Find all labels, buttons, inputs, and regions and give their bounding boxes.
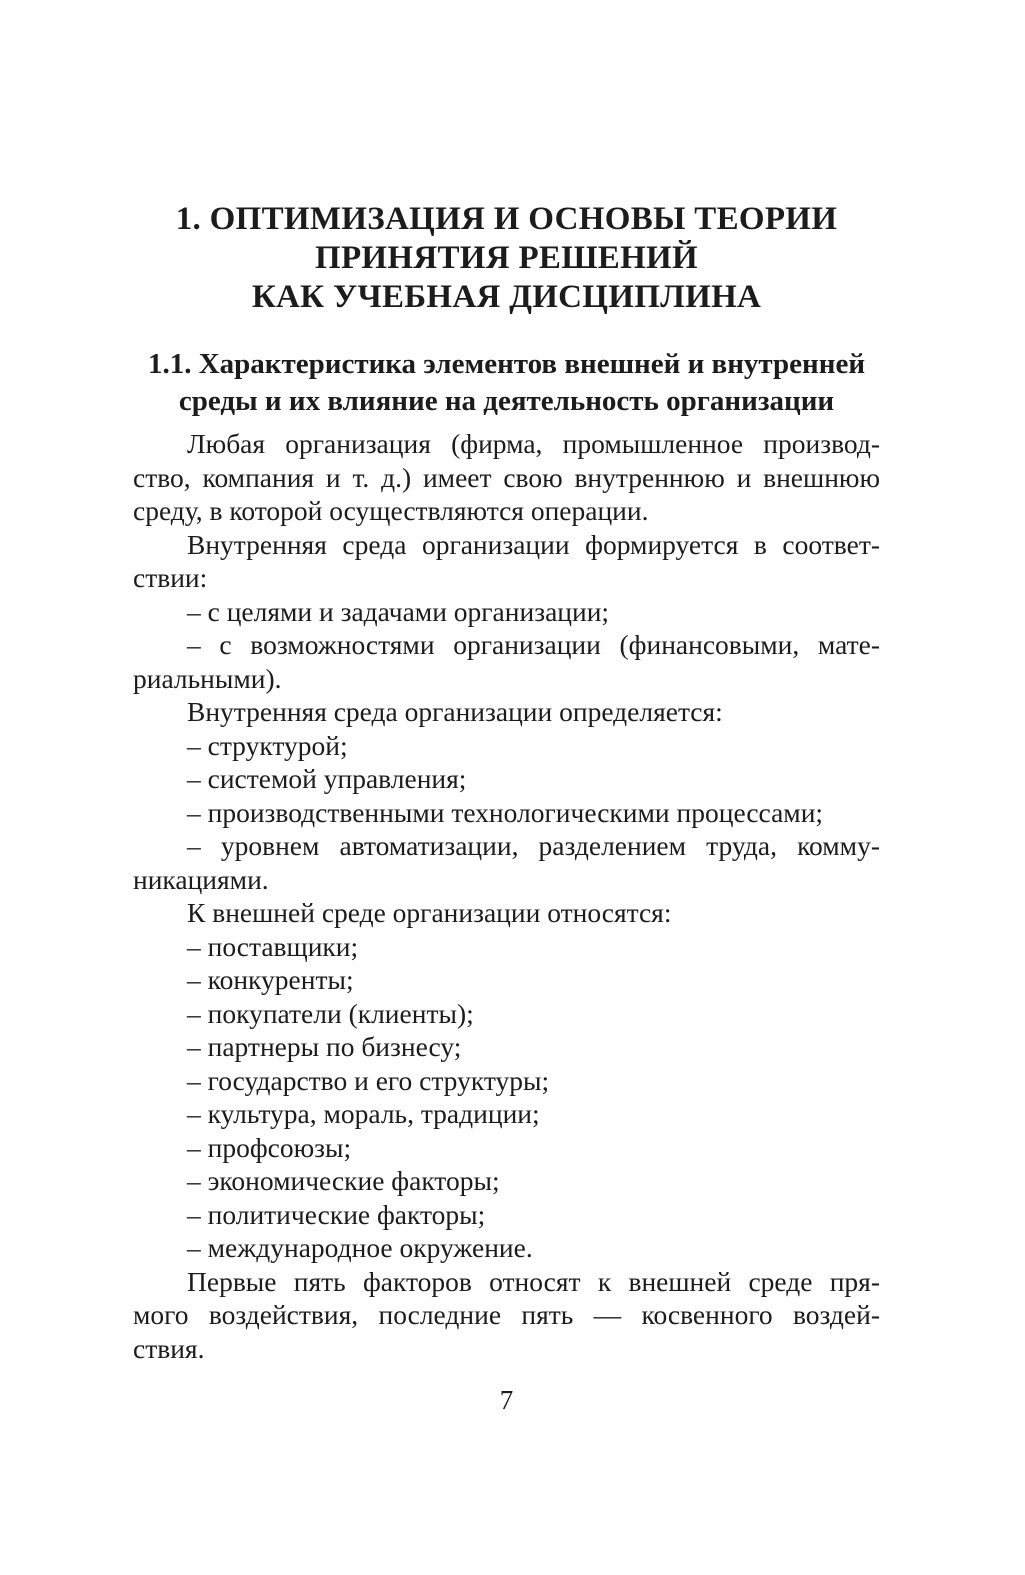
body-line: ствия. bbox=[133, 1332, 205, 1364]
body-line: – поставщики; bbox=[187, 930, 359, 962]
body-line: – с возможностями организации (финансовыми, мате- bbox=[187, 629, 880, 660]
section-title-line: среды и их влияние на деятельность организации bbox=[178, 385, 835, 417]
body-line: – с целями и задачами организации; bbox=[187, 595, 610, 627]
body-line: – уровнем автоматизации, разделением труда, комму- bbox=[187, 830, 880, 861]
chapter-title-line: ПРИНЯТИЯ РЕШЕНИЙ bbox=[315, 240, 698, 276]
body-line: – международное окружение. bbox=[187, 1232, 533, 1263]
body-line: – системой управления; bbox=[187, 763, 467, 794]
body-line: мого воздействия, последние пять — косвенного воздей- bbox=[133, 1299, 880, 1330]
body-line: – культура, мораль, традиции; bbox=[187, 1098, 540, 1129]
body-line: Внутренняя среда организации определяется: bbox=[187, 696, 723, 727]
body-text bbox=[133, 427, 880, 1365]
chapter-title-line: 1. ОПТИМИЗАЦИЯ И ОСНОВЫ ТЕОРИИ bbox=[175, 201, 838, 237]
body-line: ствии: bbox=[133, 562, 208, 593]
body-line: К внешней среде организации относятся: bbox=[187, 897, 672, 928]
page-number: 7 bbox=[499, 1385, 514, 1415]
body-line: – профсоюзы; bbox=[187, 1131, 352, 1163]
body-line: ство, компания и т. д.) имеет свою внутреннюю и внешнюю bbox=[133, 461, 880, 493]
body-line: – производственными технологическими процессами; bbox=[187, 796, 824, 828]
section-title-line: 1.1. Характеристика элементов внешней и внутренней bbox=[147, 348, 866, 380]
body-line: Первые пять факторов относят к внешней среде пря- bbox=[187, 1265, 880, 1297]
body-line: – покупатели (клиенты); bbox=[187, 997, 474, 1029]
body-line: – структурой; bbox=[187, 729, 348, 761]
chapter-title-line: КАК УЧЕБНАЯ ДИСЦИПЛИНА bbox=[251, 279, 762, 315]
chapter-title bbox=[133, 200, 880, 317]
section-title bbox=[133, 346, 880, 420]
body-line: – конкуренты; bbox=[187, 964, 354, 995]
body-line: Любая организация (фирма, промышленное производ- bbox=[187, 428, 880, 459]
body-line: – государство и его структуры; bbox=[187, 1064, 550, 1096]
body-line: Внутренняя среда организации формируется в соответ- bbox=[187, 528, 880, 560]
body-line: никациями. bbox=[133, 863, 269, 895]
body-line: риальными). bbox=[133, 662, 282, 694]
body-line: среду, в которой осуществляются операции. bbox=[133, 495, 649, 526]
body-line: – экономические факторы; bbox=[187, 1165, 500, 1196]
body-line: – политические факторы; bbox=[187, 1198, 486, 1230]
body-line: – партнеры по бизнесу; bbox=[187, 1031, 462, 1062]
